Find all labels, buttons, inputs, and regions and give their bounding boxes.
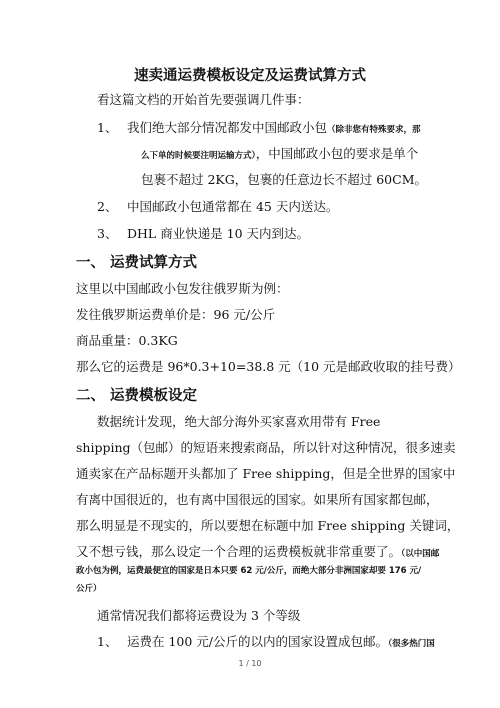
- level-text: 运费在 100 元/公斤的以内的国家设置成包邮。: [127, 634, 389, 649]
- point-2: [97, 198, 338, 216]
- level-note: （很多热门国: [388, 639, 435, 649]
- point-3: [97, 225, 309, 243]
- section-2-paragraph-line: 有离中国很近的，也有离中国很远的国家。如果所有国家都包邮，: [76, 492, 439, 507]
- note-line: 政小包为例，运费最便宜的国家是日本只要 62 元/公斤，而绝大部分非洲国家却要 176 元/: [76, 566, 422, 576]
- section-2-paragraph-line: shipping（包邮）的短语来搜索商品，所以针对这种情况，很多速卖: [76, 440, 456, 455]
- point-note-cont: 么下单的时候要注明运输方式）: [141, 151, 256, 161]
- note-start: （以中国邮: [401, 549, 440, 559]
- section-2-paragraph-line: 通卖家在产品标题开头都加了 Free shipping，但是全世界的国家中: [76, 466, 456, 481]
- level-number: 1、: [97, 634, 118, 649]
- intro-line: 看这篇文档的开始首先要强调几件事：: [97, 92, 310, 107]
- point-note: （除非您有特殊要求，那: [327, 125, 421, 135]
- section-2-paragraph-line: 数据统计发现，绝大部分海外买家喜欢用带有 Free: [97, 414, 381, 429]
- point-1-cont: [141, 145, 418, 165]
- point-text-cont: ，中国邮政小包的要求是单个: [255, 146, 419, 161]
- point-1: [97, 119, 421, 139]
- point-number: 1、: [97, 120, 118, 135]
- point-number: 3、: [97, 226, 118, 241]
- point-text: DHL 商业快递是 10 天内到达。: [127, 226, 310, 241]
- last-line-text: 又不想亏钱，那么设定一个合理的运费模板就非常重要了。: [76, 544, 402, 559]
- section-2-paragraph-line: 那么明显是不现实的，所以要想在标题中加 Free shipping 关键词，: [76, 518, 460, 533]
- section-1-line: 商品重量：0.3KG: [76, 333, 178, 348]
- point-1-cont2: 包裹不超过 2KG，包裹的任意边长不超过 60CM。: [141, 172, 427, 187]
- note-line: 公斤）: [76, 584, 102, 594]
- levels-intro: 通常情况我们都将运费设为 3 个等级: [97, 608, 301, 623]
- section-1-line: 那么它的运费是 96*0.3+10=38.8 元（10 元是邮政收取的挂号费）: [76, 359, 461, 374]
- page-number: 1 / 10: [238, 659, 262, 668]
- level-1: [97, 633, 435, 653]
- page-title: 速卖通运费模板设定及运费试算方式: [134, 68, 366, 84]
- section-1-line: 发往俄罗斯运费单价是：96 元/公斤: [76, 307, 276, 322]
- section-1-heading: 一、 运费试算方式: [76, 255, 198, 271]
- section-2-heading: 二、 运费模板设定: [76, 388, 198, 404]
- point-number: 2、: [97, 199, 118, 214]
- point-text: 我们绝大部分情况都发中国邮政小包: [127, 120, 328, 135]
- section-1-line: 这里以中国邮政小包发往俄罗斯为例：: [76, 281, 289, 296]
- section-2-last-line: [76, 543, 439, 563]
- point-text: 中国邮政小包通常都在 45 天内送达。: [127, 199, 339, 214]
